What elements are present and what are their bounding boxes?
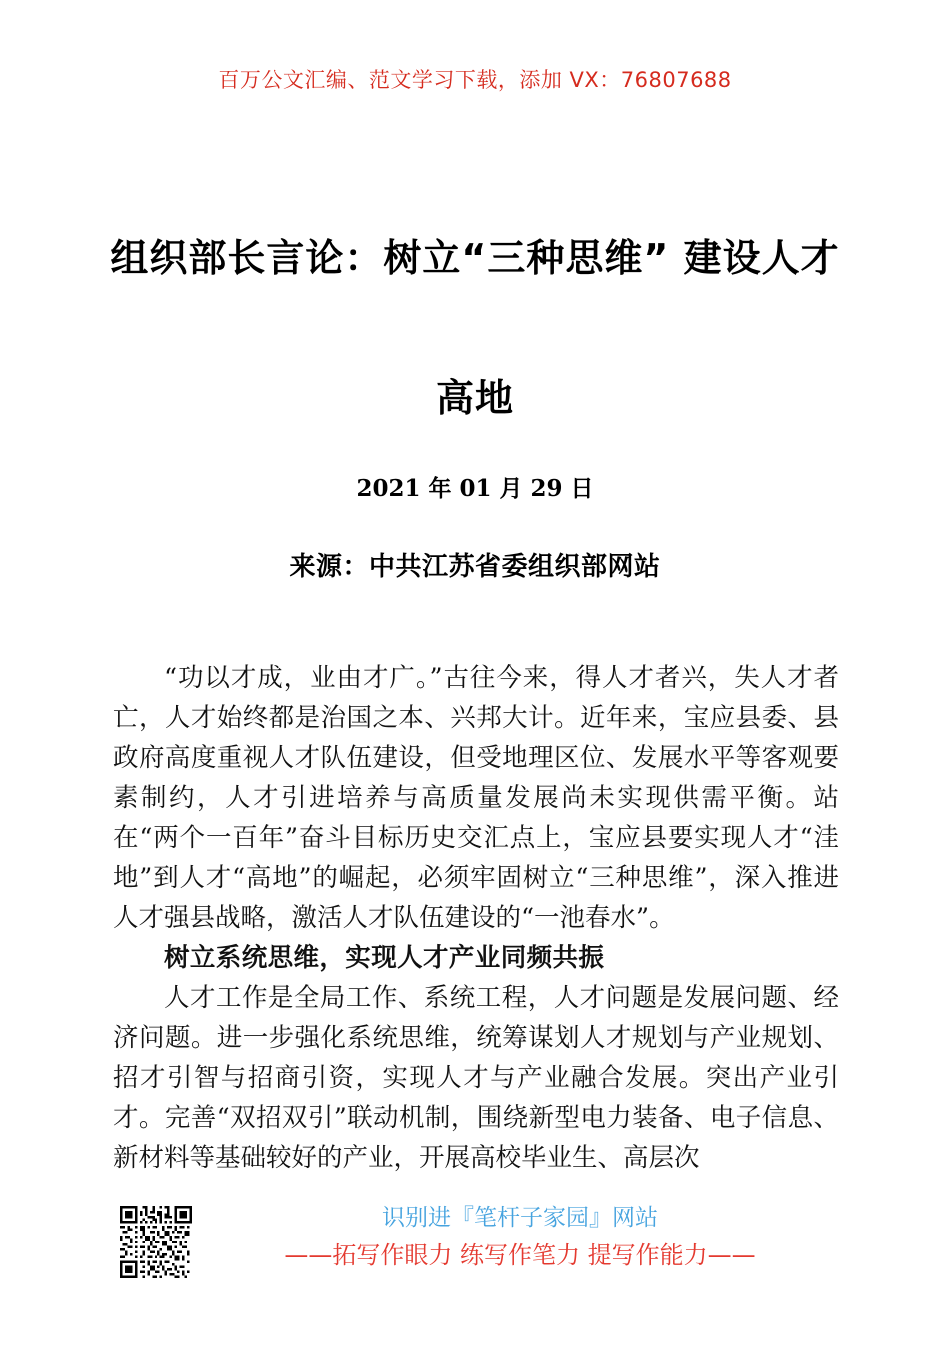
section-heading: 树立系统思维，实现人才产业同频共振 bbox=[164, 943, 605, 973]
footer-slogan-line: ——拓写作眼力 练写作笔力 提写作能力—— bbox=[284, 1241, 756, 1269]
qr-code-icon[interactable] bbox=[120, 1206, 192, 1278]
page-title-line-2: 高地 bbox=[435, 376, 514, 420]
document-source: 来源：中共江苏省委组织部网站 bbox=[289, 552, 661, 582]
page-title bbox=[95, 188, 855, 468]
document-date: 2021 年 01 月 29 日 bbox=[356, 475, 594, 502]
body-paragraph: 人才工作是全局工作、系统工程，人才问题是发展问题、经济问题。进一步强化系统思维，统筹谋划人才规划与产业规划、招才引智与招商引资，实现人才与产业融合发展。突出产业引才。完善“双招双引”联动机制，围绕新型电力装备、电子信息、新材料等基础较好的产业，开展高校毕业生、高层次 bbox=[113, 983, 839, 1173]
body-paragraph: “功以才成，业由才广。”古往今来，得人才者兴，失人才者亡，人才始终都是治国之本、兴邦大计。近年来，宝应县委、县政府高度重视人才队伍建设，但受地理区位、发展水平等客观要素制约，人才引进培养与高质量发展尚未实现供需平衡。站在“两个一百年”奋斗目标历史交汇点上，宝应县要实现人才“洼地”到人才“高地”的崛起，必须牢固树立“三种思维”，深入推进人才强县战略，激活人才队伍建设的“一池春水”。 bbox=[113, 663, 839, 933]
page-title-line-1: 组织部长言论：树立“三种思维” 建设人才 bbox=[110, 236, 840, 280]
page-footer bbox=[0, 1200, 950, 1296]
document-body bbox=[113, 658, 839, 1178]
promo-banner-text: 百万公文汇编、范文学习下载，添加 VX：76807688 bbox=[218, 68, 732, 92]
footer-site-line: 识别进『笔杆子家园』网站 bbox=[382, 1205, 658, 1231]
footer-text-block bbox=[200, 1200, 840, 1274]
